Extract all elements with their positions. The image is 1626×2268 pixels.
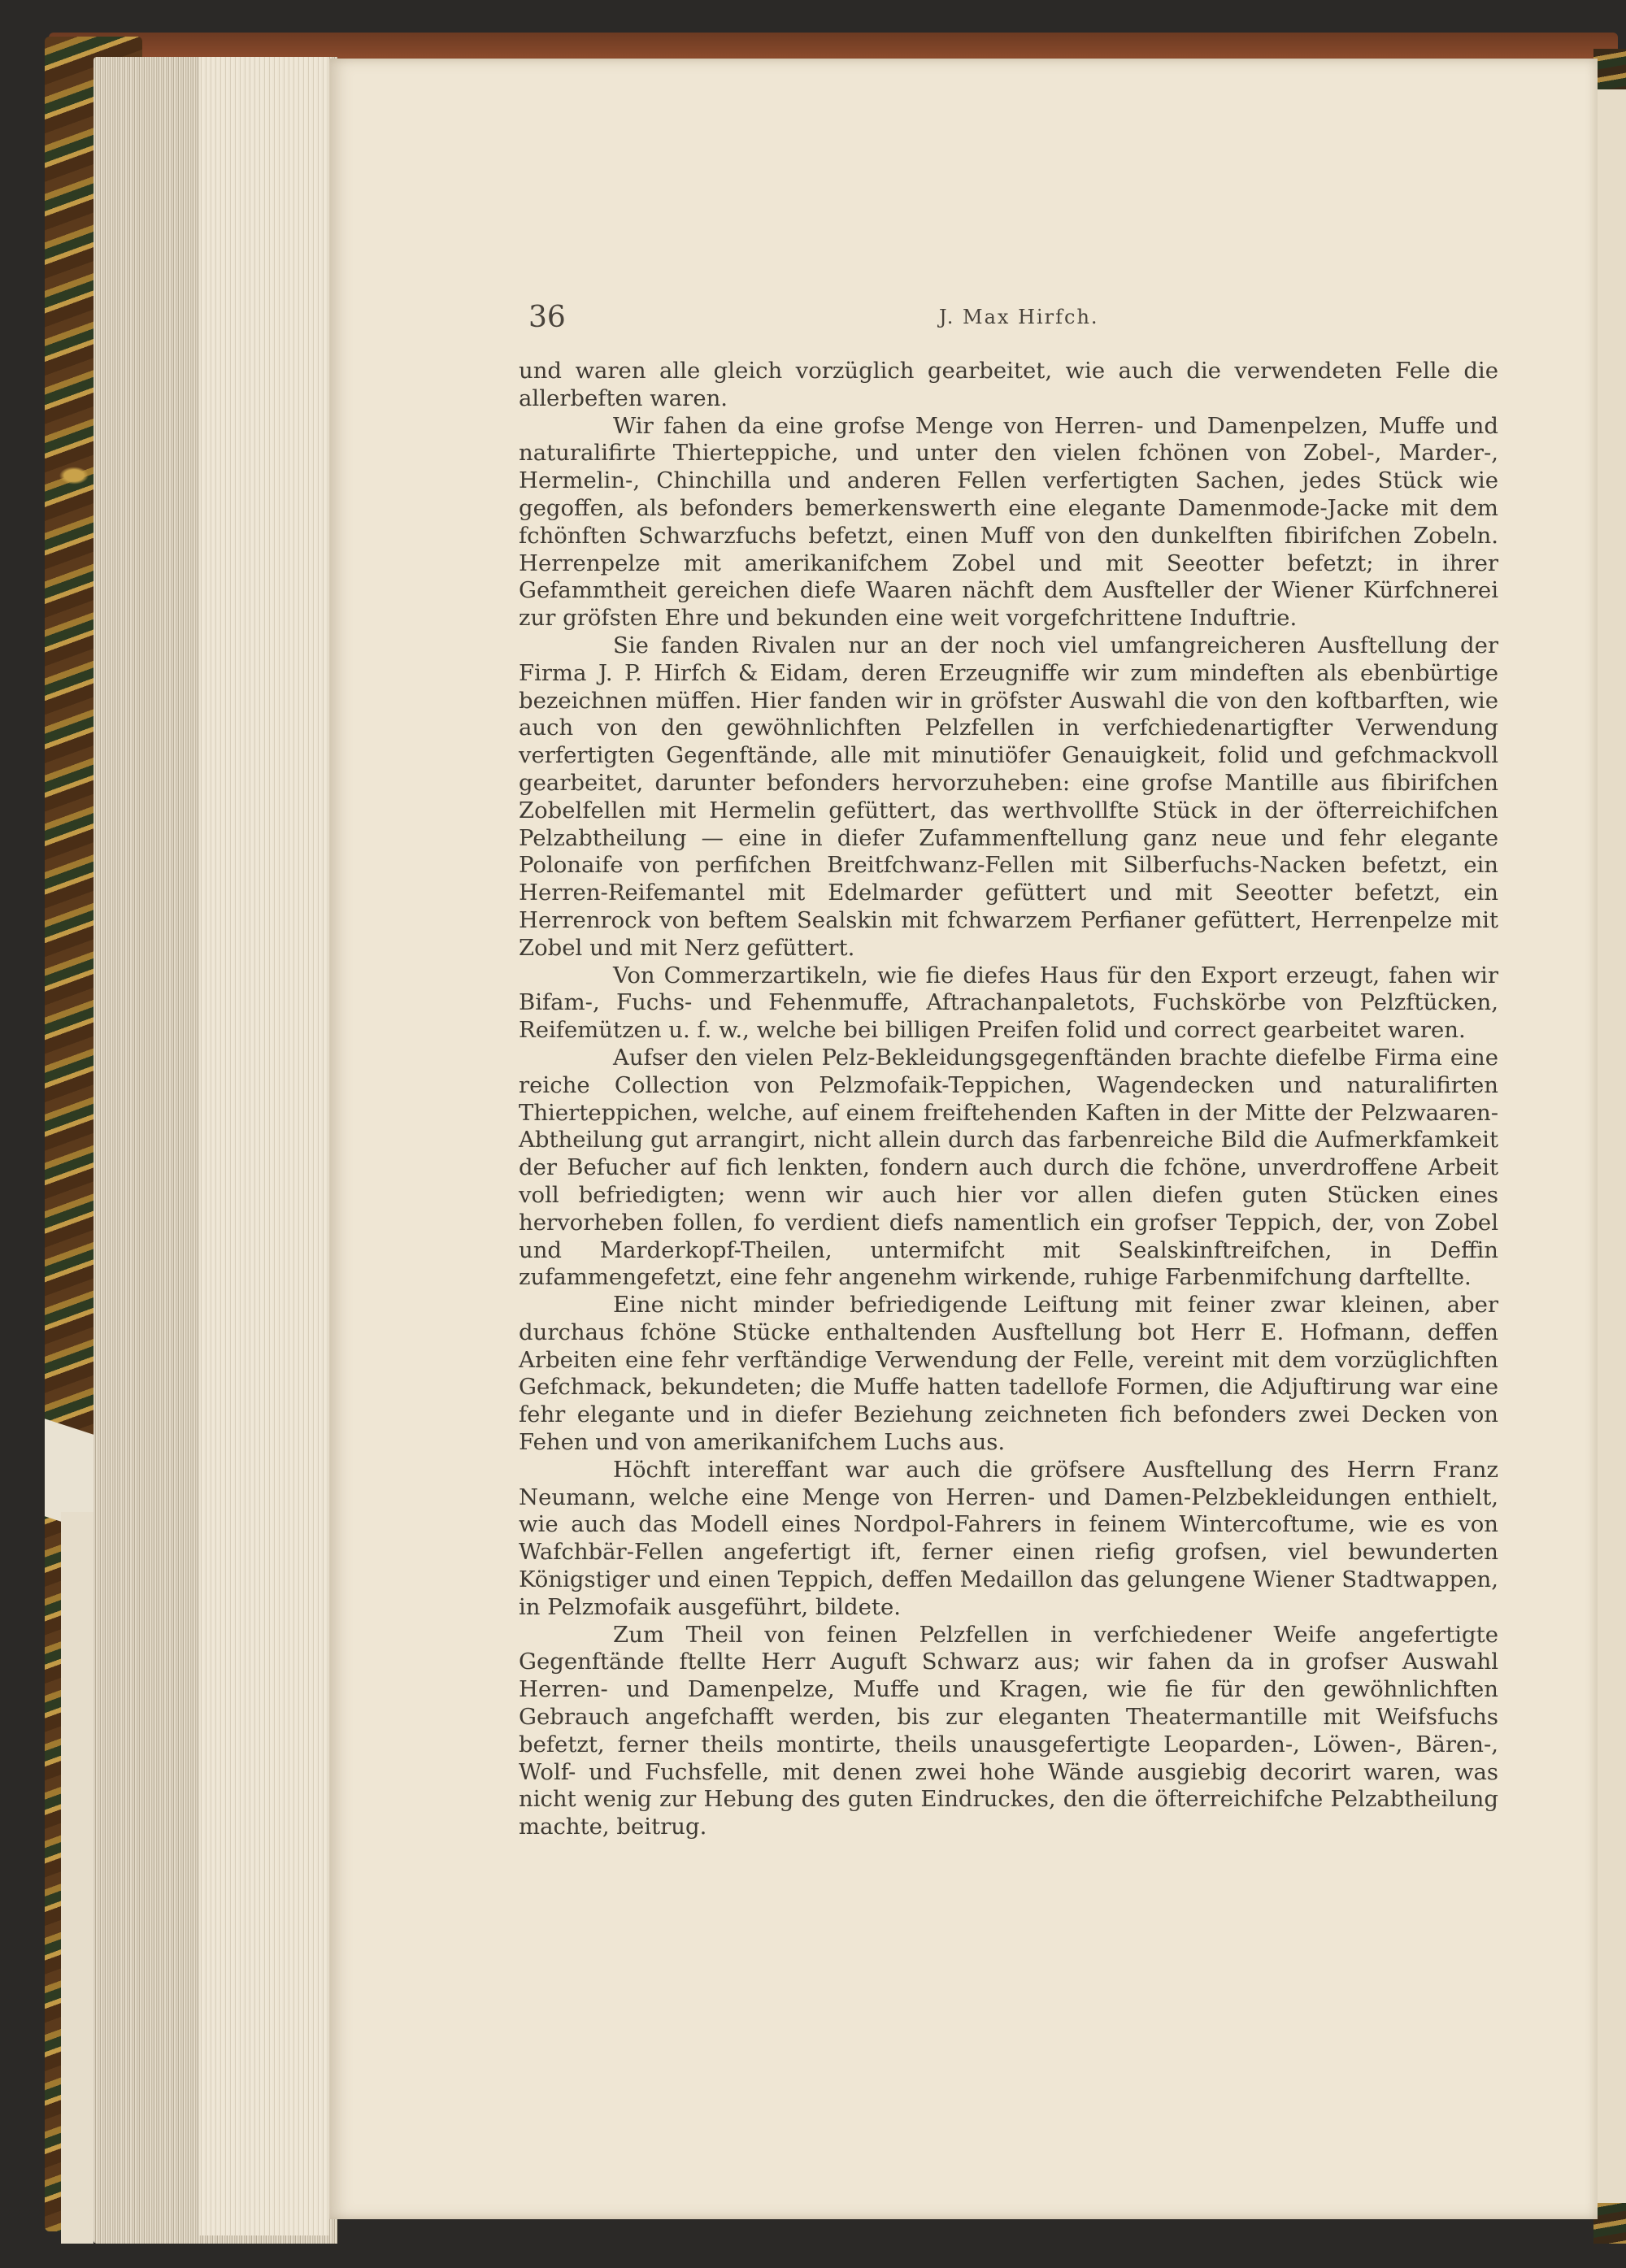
paragraph: Zum Theil von feinen Pelzfellen in verfchiedener Weife angefertigte Gegenftände ftellte Herr Auguft Schwarz aus; wir fahen da in grofser Auswahl Herren- und Damenpelze, Muffe und Kragen, wie fie für den gewöhnlichften Gebrauch angefchafft werden, bis zur eleganten Theatermantille mit Weifsfuchs befetzt, ferner theils montirte, theils unausgefertigte Leoparden-, Löwen-, Bären-, Wolf- und Fuchsfelle, mit denen zwei hohe Wände ausgiebig decorirt waren, was nicht wenig zur Hebung des guten Eindruckes, den die öfterreichifche Pelzabtheilung machte, beitrug. [519,1621,1498,1840]
running-head: J. Max Hirfch. [939,306,1099,328]
paragraph: Wir fahen da eine grofse Menge von Herren- und Damenpelzen, Muffe und naturalifirte Thierteppiche, und unter den vielen fchönen von Zobel-, Marder-, Hermelin-, Chinchilla und anderen Fellen verfertigten Sachen, jedes Stück wie gegoffen, als befonders bemerkenswerth eine elegante Damenmode-Jacke mit dem fchönften Schwarzfuchs befetzt, einen Muff von den dunkelften fibirifchen Zobeln. Herrenpelze mit amerikanifchem Zobel und mit Seeotter befetzt; in ihrer Gefammtheit gereichen diefe Waaren nächft dem Ausfteller der Wiener Kürfchnerei zur gröfsten Ehre und bekunden eine weit vorgefchrittene Induftrie. [519,412,1498,632]
page-number: 36 [528,301,566,334]
paragraph: Eine nicht minder befriedigende Leiftung mit feiner zwar kleinen, aber durchaus fchöne Stücke enthaltenden Ausftellung bot Herr E. Hofmann, deffen Arbeiten eine fehr verftändige Verwendung der Felle, vereint mit dem vorzüglichften Gefchmack, bekundeten; die Muffe hatten tadellofe Formen, die Adjuftirung war eine fehr elegante und in diefer Beziehung zeichneten fich befonders zwei Decken von Fehen und von amerikanifchem Luchs aus. [519,1292,1498,1456]
body-text [519,358,1498,1841]
page-edges-inner [199,57,329,2235]
paper-strip [61,1512,93,2244]
facing-page-edge [1593,89,1626,2203]
page-header [528,301,1504,333]
paragraph: Von Commerzartikeln, wie fie diefes Haus für den Export erzeugt, fahen wir Bifam-, Fuchs- und Fehenmuffe, Aftrachanpaletots, Fuchskörbe von Pelzftücken, Reifemützen u. f. w., welche bei billigen Preifen folid und correct gearbeitet waren. [519,962,1498,1044]
paragraph: und waren alle gleich vorzüglich gearbeitet, wie auch die verwendeten Felle die allerbeften waren. [519,358,1498,411]
paragraph: Höchft intereffant war auch die gröfsere Ausftellung des Herrn Franz Neumann, welche eine Menge von Herren- und Damen-Pelzbekleidungen enthielt, wie auch das Modell eines Nordpol-Fahrers in feinem Wintercoftume, wie es von Wafchbär-Fellen angefertigt ift, ferner einen riefig grofsen, viel bewunderten Königstiger und einen Teppich, deffen Medaillon das gelungene Wiener Stadtwappen, in Pelzmofaik ausgeführt, bildete. [519,1456,1498,1620]
paragraph: Aufser den vielen Pelz-Bekleidungsgegenftänden brachte diefelbe Firma eine reiche Collection von Pelzmofaik-Teppichen, Wagendecken und naturalifirten Thierteppichen, welche, auf einem freiftehenden Kaften in der Mitte der Pelzwaaren-Abtheilung gut arrangirt, nicht allein durch das farbenreiche Bild die Aufmerkfamkeit der Befucher auf fich lenkten, fondern auch durch die fchöne, unverdroffene Arbeit voll befriedigten; wenn wir auch hier vor allen diefen guten Stücken eines hervorheben follen, fo verdient diefs namentlich ein grofser Teppich, der, von Zobel und Marderkopf-Theilen, untermifcht mit Sealskinftreifchen, in Deffin zufammengefetzt, eine fehr angenehm wirkende, ruhige Farbenmifchung darftellte. [519,1044,1498,1291]
paragraph: Sie fanden Rivalen nur an der noch viel umfangreicheren Ausftellung der Firma J. P. Hirfch & Eidam, deren Erzeugniffe wir zum mindeften als ebenbürtige bezeichnen müffen. Hier fanden wir in gröfster Auswahl die von den koftbarften, wie auch von den gewöhnlichften Pelzfellen in verfchiedenartigfter Verwendung verfertigten Gegenftände, alle mit minutiöfer Genauigkeit, folid und gefchmackvoll gearbeitet, darunter befonders hervorzuheben: eine grofse Mantille aus fibirifchen Zobelfellen mit Hermelin gefüttert, das werthvollfte Stück in der öfterreichifchen Pelzabtheilung — eine in diefer Zufammenftellung ganz neue und fehr elegante Polonaife von perfifchen Breitfchwanz-Fellen mit Silberfuchs-Nacken befetzt, ein Herren-Reifemantel mit Edelmarder gefüttert und mit Seeotter befetzt, ein Herrenrock von beftem Sealskin mit fchwarzem Perfianer gefüttert, Herrenpelze mit Zobel und mit Nerz gefüttert. [519,632,1498,961]
